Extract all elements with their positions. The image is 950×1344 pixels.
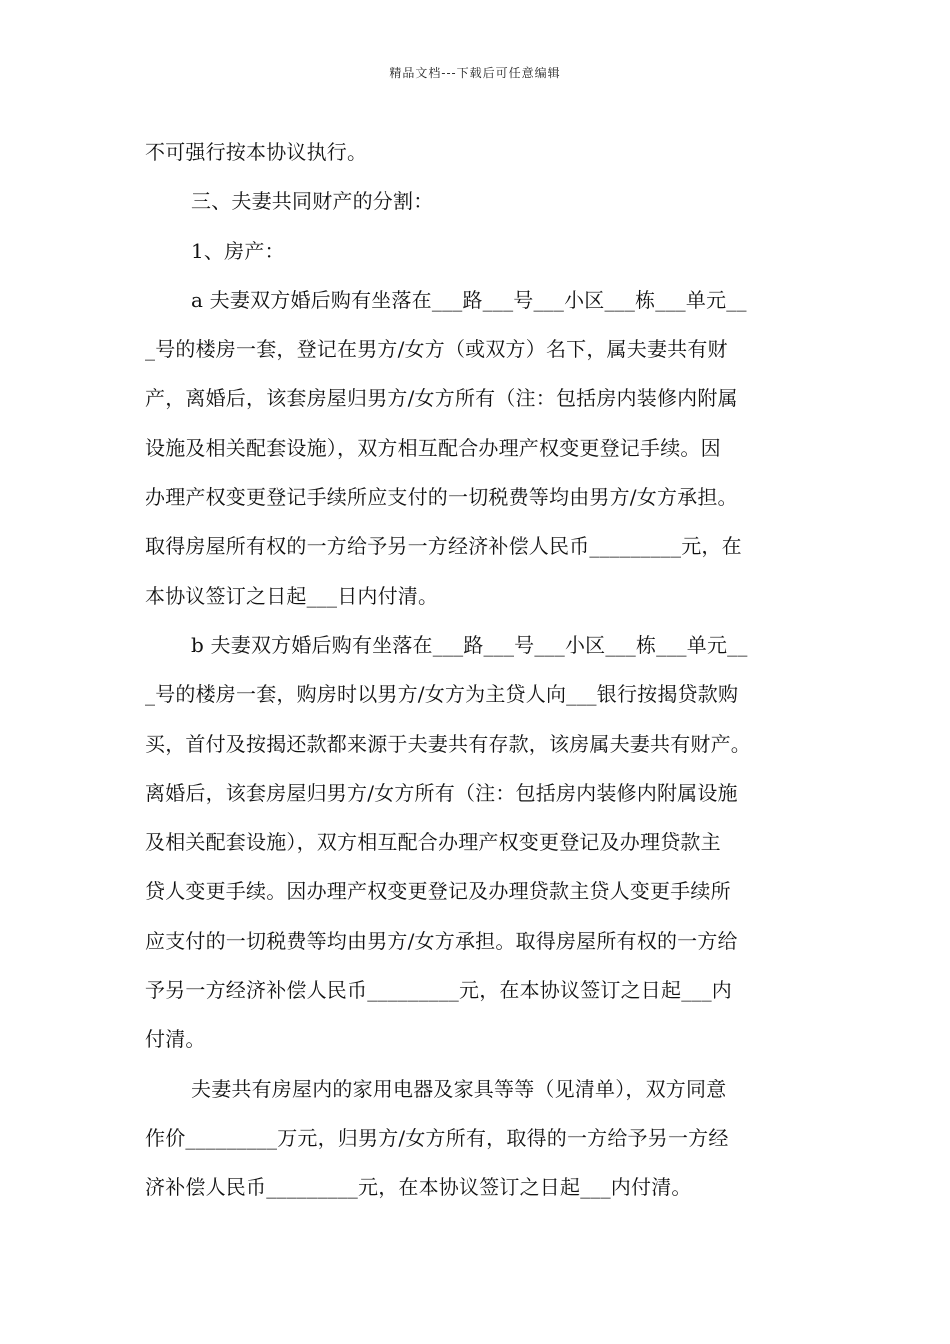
text-line: _号的楼房一套，购房时以男方/女方为主贷人向___银行按揭贷款购: [145, 682, 739, 707]
text-line: 应支付的一切税费等均由男方/女方承担。取得房屋所有权的一方给: [145, 928, 738, 953]
text-line: 办理产权变更登记手续所应支付的一切税费等均由男方/女方承担。: [145, 485, 738, 510]
text-line: 本协议签订之日起___日内付清。: [145, 583, 439, 608]
subsection-heading: 1、房产：: [191, 238, 285, 263]
text-line: 设施及相关配套设施），双方相互配合办理产权变更登记手续。因: [145, 435, 721, 460]
text-line: 济补偿人民币_________元，在本协议签订之日起___内付清。: [145, 1175, 692, 1200]
text-line: 产，离婚后，该套房屋归男方/女方所有（注：包括房内装修内附属: [145, 386, 738, 411]
text-line: a 夫妻双方婚后购有坐落在___路___号___小区___栋___单元__: [191, 287, 747, 312]
text-line: 予另一方经济补偿人民币_________元，在本协议签订之日起___内: [145, 978, 732, 1003]
text-line: 不可强行按本协议执行。: [145, 140, 368, 164]
text-line: 贷人变更手续。因办理产权变更登记及办理贷款主贷人变更手续所: [145, 879, 731, 904]
page-header: 精品文档---下载后可任意编辑: [389, 66, 561, 80]
text-line: _号的楼房一套，登记在男方/女方（或双方）名下，属夫妻共有财: [145, 337, 728, 362]
text-line: 及相关配套设施），双方相互配合办理产权变更登记及办理贷款主: [145, 830, 721, 855]
text-line: 夫妻共有房屋内的家用电器及家具等等（见清单），双方同意: [191, 1076, 727, 1101]
document-body: [145, 128, 825, 1213]
text-line: b 夫妻双方婚后购有坐落在___路___号___小区___栋___单元__: [191, 632, 748, 657]
section-heading: 三、夫妻共同财产的分割：: [191, 189, 434, 214]
text-line: 付清。: [145, 1027, 206, 1052]
text-line: 买，首付及按揭还款都来源于夫妻共有存款，该房属夫妻共有财产。: [145, 731, 751, 756]
text-line: 作价_________万元，归男方/女方所有，取得的一方给予另一方经: [145, 1125, 729, 1150]
text-line: 离婚后，该套房屋归男方/女方所有（注：包括房内装修内附属设施: [145, 780, 738, 805]
text-line: 取得房屋所有权的一方给予另一方经济补偿人民币_________元，在: [145, 534, 742, 559]
